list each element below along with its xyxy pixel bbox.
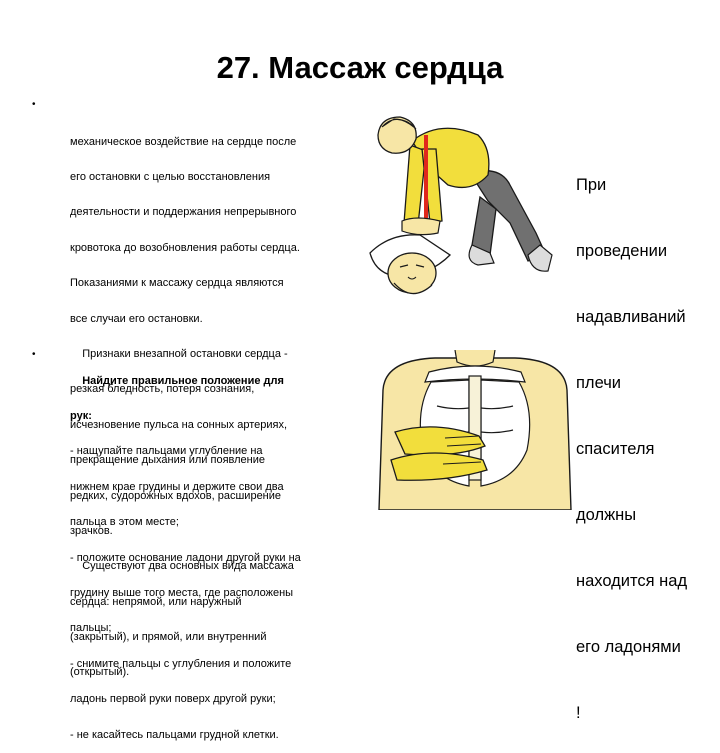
text-line: кровотока до возобновления работы сердца. [70,241,300,254]
hand-position-illustration [375,350,575,510]
slide-title: 27. Массаж сердца [216,50,504,85]
text-line: (открытый). [70,666,130,679]
text-line: нижнем крае грудины и держите свои два [70,480,284,493]
text-line: его остановки с целью восстановления [70,170,271,183]
text-line: грудину выше того места, где расположены [70,586,294,599]
bullet-2: • [32,349,36,360]
hand-position-text [70,352,301,753]
note-line: проведении [576,242,668,260]
text-line: сердца: непрямой, или наружный [70,595,242,608]
bullet-1: • [32,99,36,110]
text-line: пальца в этом месте; [70,516,179,529]
text-line: редких, судорожных вдохов, расширение [70,489,282,502]
rescuer-shoulders-note [576,130,716,746]
text-line: ладонь первой руки поверх другой руки; [70,693,276,706]
text-line: - нащупайте пальцами углубление на [70,445,263,458]
text-line: деятельности и поддержания непрерывного [70,206,297,219]
text-line: резкая бледность, потеря сознания, [70,383,255,396]
instruction-heading: Найдите правильное положение для [70,374,284,387]
text-line: Признаки внезапной остановки сердца - [70,347,288,360]
note-line: находится над [576,572,688,590]
text-line: зрачков. [70,524,113,537]
note-line: При [576,176,607,194]
note-line: спасителя [576,440,655,458]
rescuer-hands [402,218,440,235]
text-line: - положите основание ладони другой руки на [70,551,301,564]
instruction-heading: рук: [70,409,92,422]
patient-figure [370,235,450,294]
text-line: Существуют два основных вида массажа [70,560,294,573]
text-line: пальцы; [70,622,112,635]
rescuer-head [378,117,416,153]
text-line: прекращение дыхания или появление [70,454,265,467]
text-line: механическое воздействие на сердце после [70,135,297,148]
text-line: - не касайтесь пальцами грудной клетки. [70,728,279,741]
note-line: ! [576,704,581,722]
text-line: все случаи его остановки. [70,312,203,325]
note-line: плечи [576,374,622,392]
note-line: его ладонями [576,638,681,656]
note-line: должны [576,506,637,524]
text-line: (закрытый), и прямой, или внутренний [70,631,267,644]
note-line: надавливаний [576,308,686,326]
text-line: Показаниями к массажу сердца являются [70,277,284,290]
text-line: исчезновение пульса на сонных артериях, [70,418,288,431]
text-line: - снимите пальцы с углубления и положите [70,657,292,670]
cpr-rescuer-illustration [360,105,560,305]
